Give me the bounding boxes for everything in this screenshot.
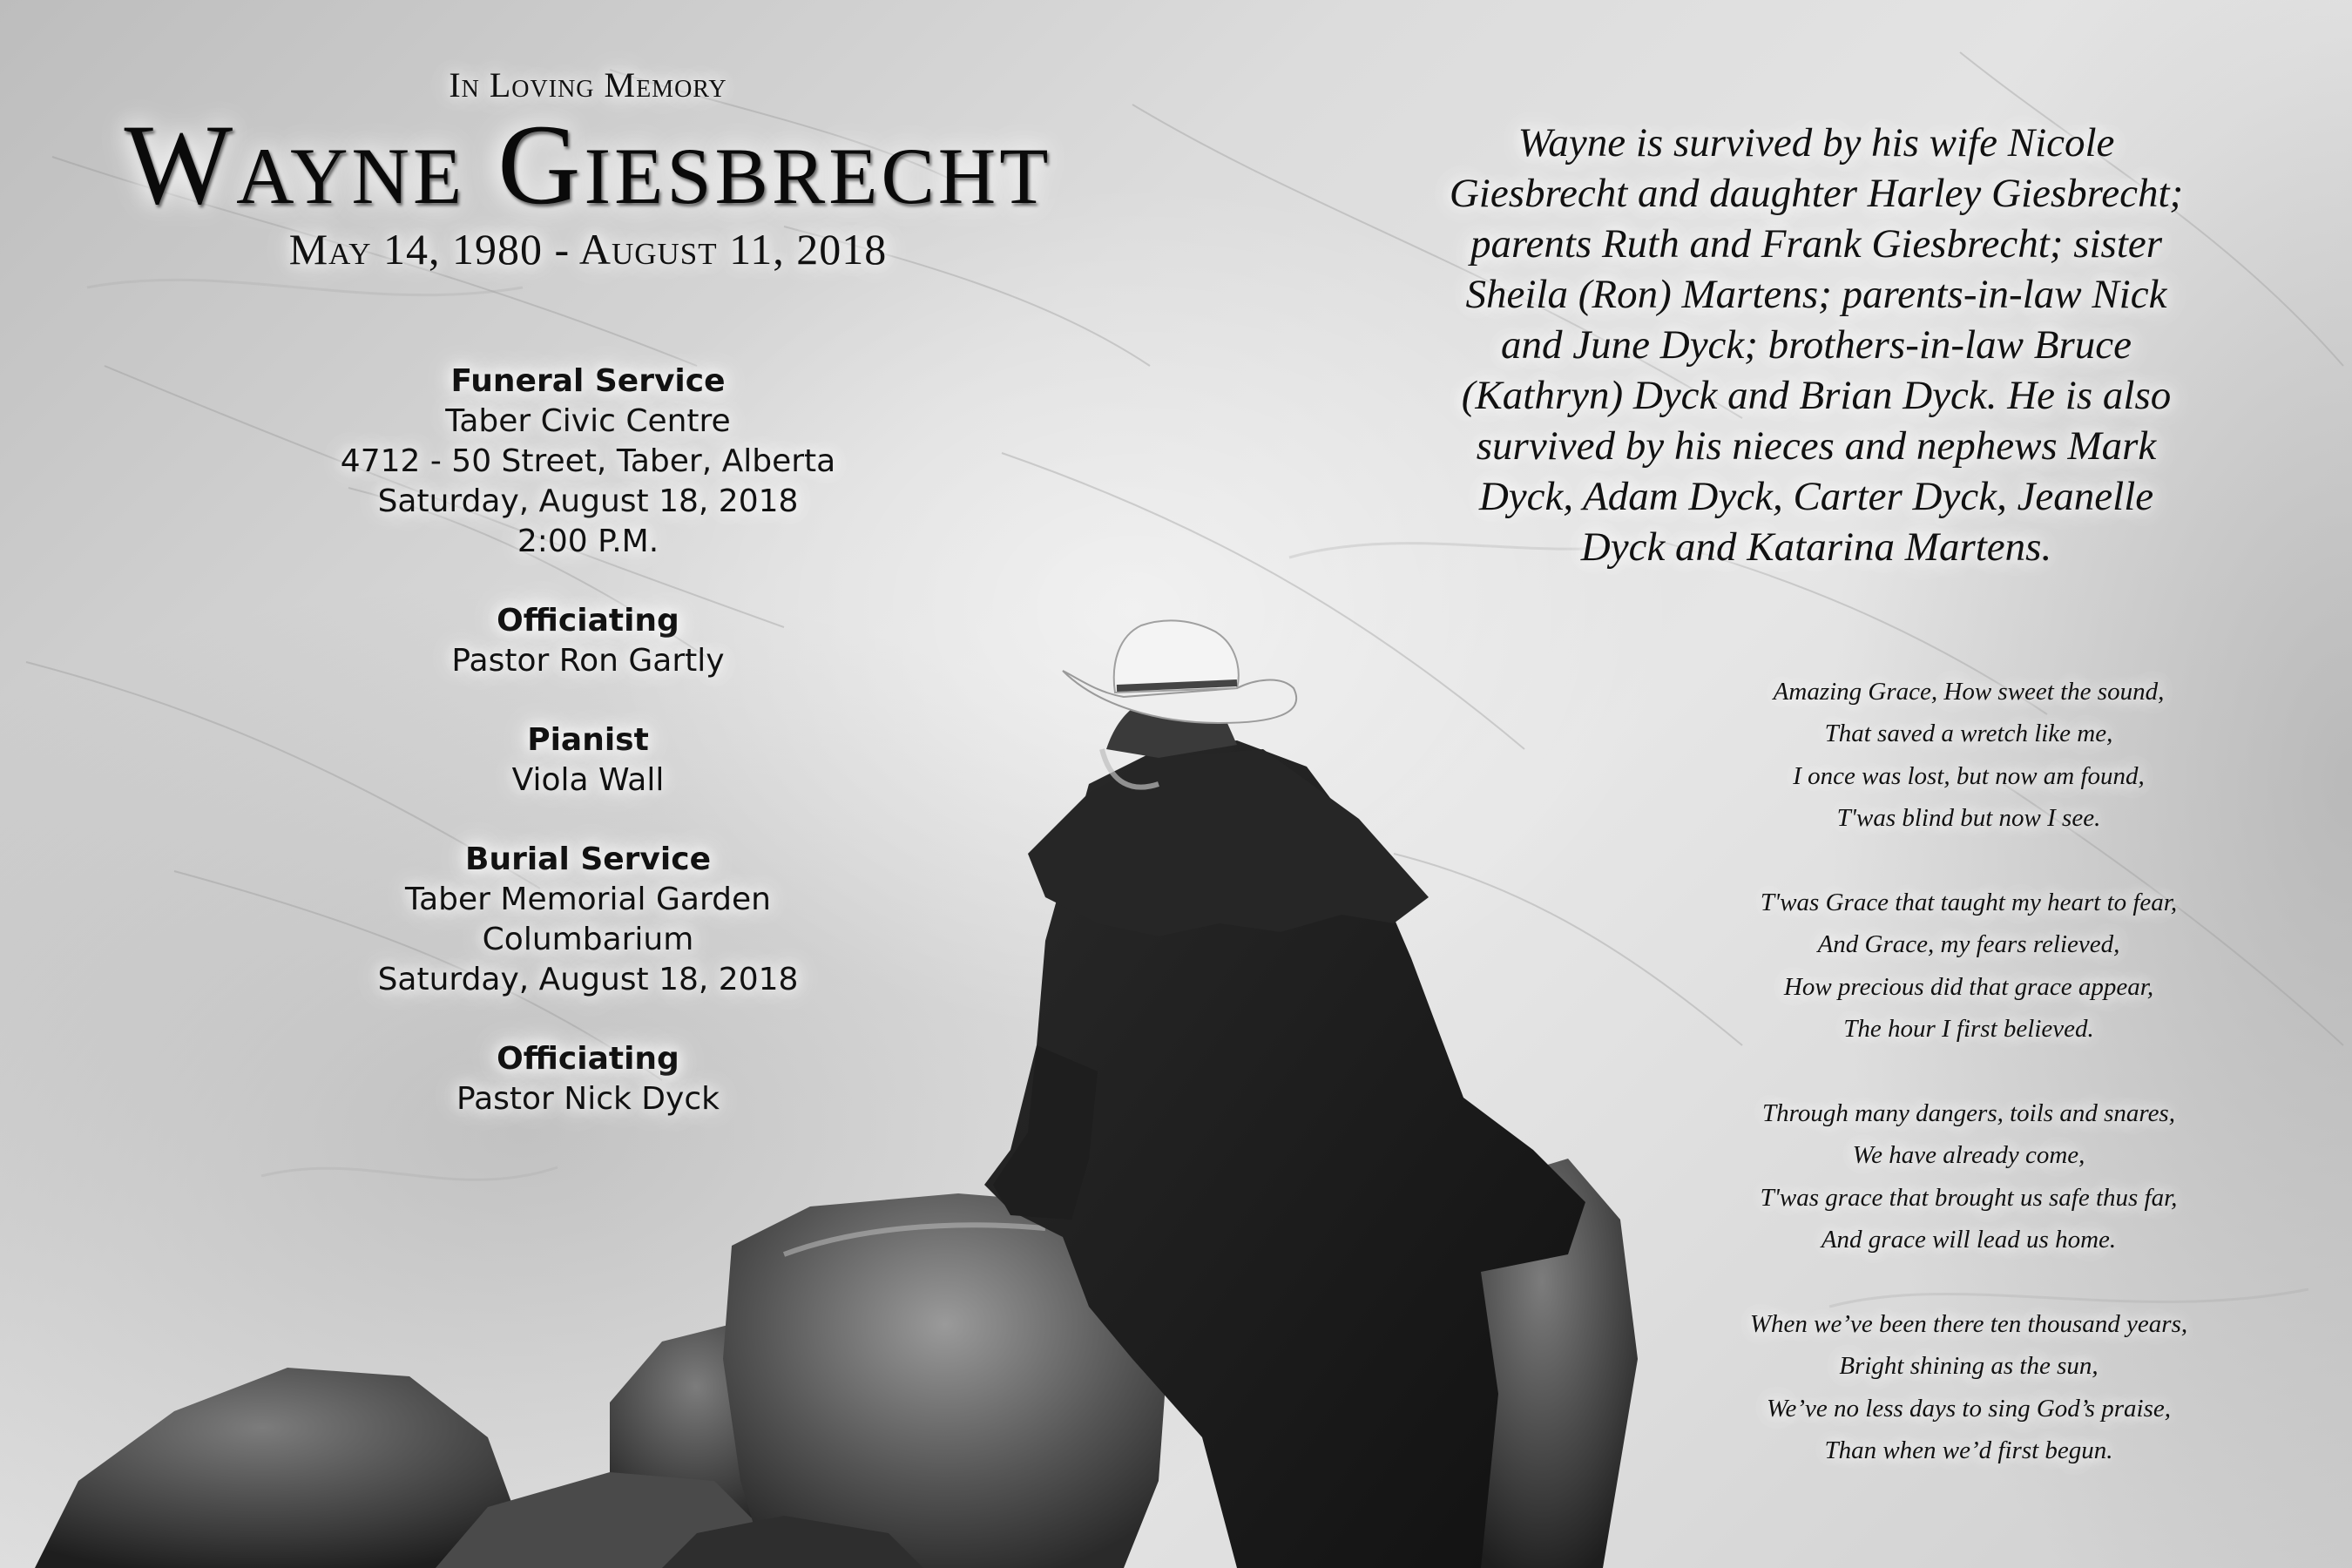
pianist-heading: Pianist — [527, 722, 649, 758]
hymn-line: T'was grace that brought us safe thus far, — [1760, 1183, 2178, 1212]
life-dates: May 14, 1980 - August 11, 2018 — [288, 225, 888, 274]
funeral-service-block — [244, 362, 932, 562]
officiating-heading-1: Officiating — [497, 603, 679, 639]
hymn-line: Through many dangers, toils and snares, — [1762, 1099, 2175, 1128]
funeral-service-heading: Funeral Service — [450, 363, 726, 399]
deceased-name: Wayne Giesbrecht — [124, 100, 1052, 228]
hymn-line: And grace will lead us home. — [1821, 1226, 2117, 1254]
obituary-line: (Kathryn) Dyck and Brian Dyck. He is also — [1461, 373, 2172, 418]
hymn-line: How precious did that grace appear, — [1783, 972, 2154, 1001]
hymn-line: That saved a wretch like me, — [1824, 720, 2113, 748]
funeral-address: 4712 - 50 Street, Taber, Alberta — [340, 443, 836, 479]
officiating-heading-2: Officiating — [497, 1041, 679, 1077]
hymn-line: Amazing Grace, How sweet the sound, — [1773, 678, 2165, 706]
officiating-block-1 — [244, 601, 932, 681]
hymn-line: The hour I first believed. — [1843, 1015, 2094, 1044]
burial-venue: Taber Memorial Garden — [405, 882, 771, 917]
officiant-1: Pastor Ron Gartly — [451, 643, 725, 679]
funeral-date: Saturday, August 18, 2018 — [377, 483, 799, 519]
obituary-line: survived by his nieces and nephews Mark — [1476, 423, 2157, 469]
hymn-stanza-2 — [1681, 882, 2256, 1051]
hymn-line: I once was lost, but now am found, — [1793, 761, 2145, 790]
hymn-line: We’ve no less days to sing God’s praise, — [1767, 1394, 2171, 1423]
obituary-line: Giesbrecht and daughter Harley Giesbrecht; — [1449, 171, 2184, 216]
service-details — [244, 362, 932, 1159]
hymn-line: And Grace, my fears relieved, — [1817, 930, 2120, 959]
obituary-text — [1355, 118, 2278, 572]
pianist-name: Viola Wall — [511, 762, 665, 798]
hymn-line: We have already come, — [1852, 1141, 2085, 1170]
hymn-stanza-4 — [1681, 1303, 2256, 1472]
hymn-lyrics — [1681, 671, 2256, 1514]
hymn-line: When we’ve been there ten thousand years, — [1749, 1310, 2188, 1339]
funeral-time: 2:00 P.M. — [517, 524, 659, 559]
officiating-block-2 — [244, 1039, 932, 1119]
hymn-stanza-3 — [1681, 1092, 2256, 1261]
burial-date: Saturday, August 18, 2018 — [377, 962, 799, 997]
hymn-stanza-1 — [1681, 671, 2256, 840]
hymn-line: Bright shining as the sun, — [1839, 1352, 2099, 1381]
burial-service-heading: Burial Service — [465, 841, 711, 877]
obituary-line: and June Dyck; brothers-in-law Bruce — [1501, 322, 2132, 368]
funeral-venue: Taber Civic Centre — [445, 403, 731, 439]
obituary-line: Sheila (Ron) Martens; parents-in-law Nick — [1465, 272, 2167, 317]
burial-location: Columbarium — [482, 922, 694, 957]
hymn-line: T'was blind but now I see. — [1836, 804, 2101, 833]
obituary-line: parents Ruth and Frank Giesbrecht; sister — [1470, 221, 2163, 267]
burial-service-block — [244, 840, 932, 1000]
obituary-line: Dyck and Katarina Martens. — [1580, 524, 2052, 570]
hymn-line: Than when we’d first begun. — [1824, 1436, 2113, 1465]
officiant-2: Pastor Nick Dyck — [456, 1081, 720, 1117]
hymn-line: T'was Grace that taught my heart to fear, — [1760, 889, 2178, 917]
obituary-line: Dyck, Adam Dyck, Carter Dyck, Jeanelle — [1478, 474, 2154, 519]
header — [35, 61, 1141, 279]
obituary-line: Wayne is survived by his wife Nicole — [1517, 120, 2115, 166]
pianist-block — [244, 720, 932, 801]
intro-text: In Loving Memory — [449, 65, 727, 105]
